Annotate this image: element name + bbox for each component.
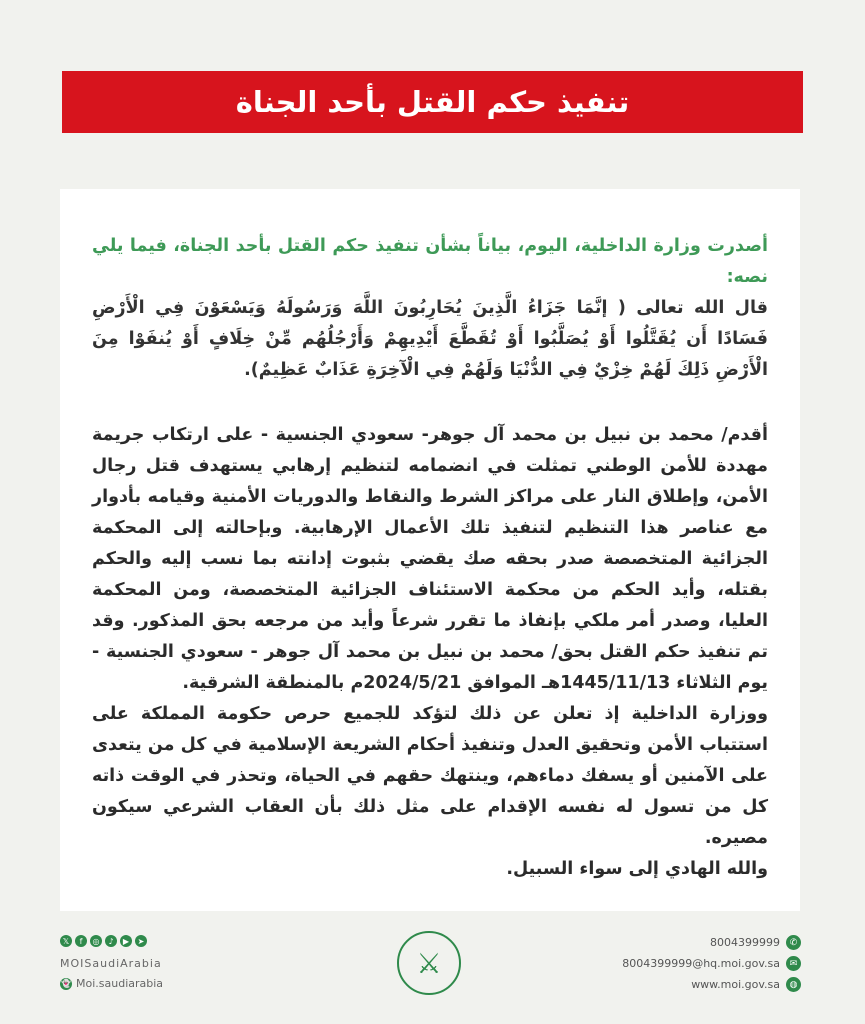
social-icons — [60, 935, 147, 947]
facebook-icon[interactable]: f — [75, 935, 87, 947]
phone-icon: ✆ — [786, 935, 801, 950]
quran-verse: قال الله تعالى ( إنَّمَا جَزَاءُ الَّذِينَ يُحَارِبُونَ اللَّهَ وَرَسُولَهُ وَيَسْعَوْنَ فِي الْأَرْضِ فَسَادًا أَن يُقَتَّلُوا أَوْ يُصَلَّبُوا أَوْ تُقَطَّعَ أَيْدِيهِمْ وَأَرْجُلُهُم مِّنْ خِلَافٍ أَوْ يُنفَوْا مِنَ الْأَرْضِ ذَلِكَ لَهُمْ خِزْيٌ فِي الدُّنْيَا وَلَهُمْ فِي الْآخِرَةِ عَذَابٌ عَظِيمٌ). — [92, 298, 768, 380]
youtube-icon[interactable]: ▶ — [120, 935, 132, 947]
snapchat-handle[interactable] — [60, 977, 163, 990]
snapchat-handle-text: Moi.saudiarabia — [76, 977, 164, 990]
phone-contact[interactable] — [710, 935, 801, 950]
website-contact[interactable] — [691, 977, 801, 992]
statement-card — [60, 189, 800, 911]
statement-signoff: والله الهادي إلى سواء السبيل. — [506, 859, 768, 879]
snapchat-icon: 👻 — [61, 979, 71, 988]
title-banner — [62, 71, 803, 133]
telegram-icon[interactable]: ➤ — [135, 935, 147, 947]
page-title: تنفيذ حكم القتل بأحد الجناة — [235, 85, 630, 119]
website-url: www.moi.gov.sa — [691, 978, 780, 991]
email-contact[interactable] — [622, 956, 801, 971]
paragraph-gap — [92, 386, 768, 420]
email-address: 8004399999@hq.moi.gov.sa — [622, 957, 780, 970]
globe-icon: ◍ — [786, 977, 801, 992]
social-handle[interactable]: MOISaudiArabia — [60, 957, 162, 970]
instagram-icon[interactable]: ◎ — [90, 935, 102, 947]
phone-number: 8004399999 — [710, 936, 780, 949]
statement-body: أقدم/ محمد بن نبيل بن محمد آل جوهر- سعودي الجنسية - على ارتكاب جريمة مهددة للأمن الوطني تمثلت في انضمامه لتنظيم إرهابي يستهدف قتل رجال الأمن، وإطلاق النار على مراكز الشرط والنقاط والدوريات الأمنية وقيامه بأدوار مع عناصر هذا التنظيم لتنفيذ تلك الأعمال الإرهابية. وبإحالته إلى المحكمة الجزائية المتخصصة صدر بحقه صك يقضي بثبوت إدانته بما نسب إليه والحكم بقتله، وأيد الحكم من محكمة الاستئناف الجزائية المتخصصة، ومن المحكمة العليا، وصدر أمر ملكي بإنفاذ ما تقرر شرعاً وأيد من مرجعه بحق المذكور. وقد تم تنفيذ حكم القتل بحق/ محمد بن نبيل بن محمد آل جوهر - سعودي الجنسية - يوم الثلاثاء 1445/11/13هـ الموافق 2024/5/21م بالمنطقة الشرقية. — [92, 425, 768, 693]
tiktok-icon[interactable]: ♪ — [105, 935, 117, 947]
statement-intro: أصدرت وزارة الداخلية، اليوم، بياناً بشأن تنفيذ حكم القتل بأحد الجناة، فيما يلي نصه: — [92, 236, 768, 287]
statement-closing: ووزارة الداخلية إذ تعلن عن ذلك لتؤكد للجميع حرص حكومة المملكة على استتباب الأمن وتحقيق العدل وتنفيذ أحكام الشريعة الإسلامية في كل من يتعدى على الآمنين أو يسفك دماءهم، وينتهك حقهم في الحياة، وتحذر في الوقت ذاته كل من تسول له نفسه الإقدام على مثل ذلك بأن العقاب الشرعي سيكون مصيره. — [92, 704, 768, 848]
footer — [0, 925, 865, 1024]
ministry-emblem-icon: ⚔ — [397, 931, 461, 995]
mail-icon: ✉ — [786, 956, 801, 971]
x-icon[interactable]: 𝕏 — [60, 935, 72, 947]
